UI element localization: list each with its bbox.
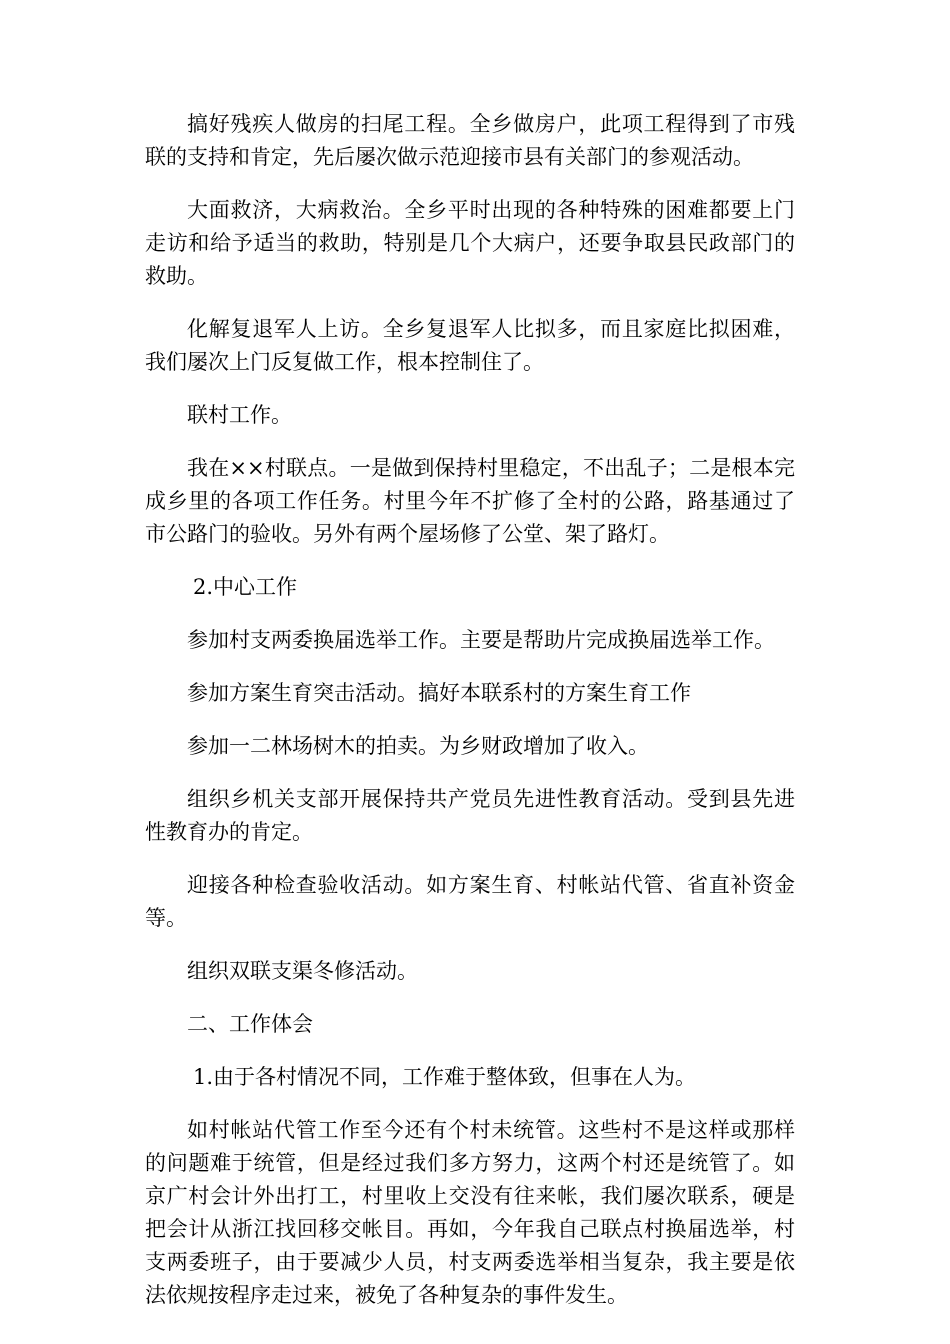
paragraph-party-education: 组织乡机关支部开展保持共产党员先进性教育活动。受到县先进性教育办的肯定。: [145, 787, 795, 844]
document-body: [145, 108, 795, 1332]
paragraph-disabled-housing: 搞好残疾人做房的扫尾工程。全乡做房户，此项工程得到了市残联的支持和肯定，先后屡次做示范迎接市县有关部门的参观活动。: [145, 112, 795, 169]
paragraph-forest-auction: 参加一二林场树木的拍卖。为乡财政增加了收入。: [187, 734, 649, 758]
paragraph-village-liaison-heading: 联村工作。: [187, 403, 292, 427]
subsection-heading-village-differences: 1.由于各村情况不同，工作难于整体致，但事在人为。: [193, 1065, 697, 1089]
section-heading-experience: 二、工作体会: [187, 1012, 313, 1036]
paragraph-election-work: 参加村支两委换届选举工作。主要是帮助片完成换届选举工作。: [187, 628, 775, 652]
paragraph-account-management: 如村帐站代管工作至今还有个村未统管。这些村不是这样或那样的问题难于统管，但是经过我们多方努力，这两个村还是统管了。如京广村会计外出打工，村里收上交没有往来帐，我们屡次联系，硬是把会计从浙江找回移交帐目。再如，今年我自己联点村换届选举，村支两委班子，由于要减少人员，村支两委选举相当复杂，我主要是依法依规按程序走过来，被免了各种复杂的事件发生。: [145, 1118, 795, 1307]
section-heading-central-work: 2.中心工作: [193, 575, 298, 599]
paragraph-relief-aid: 大面救济，大病救治。全乡平时出现的各种特殊的困难都要上门走访和给予适当的救助，特别是几个大病户，还要争取县民政部门的救助。: [145, 198, 795, 288]
paragraph-inspections: 迎接各种检查验收活动。如方案生育、村帐站代管、省直补资金等。: [145, 873, 795, 930]
paragraph-veterans-petition: 化解复退军人上访。全乡复退军人比拟多，而且家庭比拟困难，我们屡次上门反复做工作，根本控制住了。: [145, 317, 795, 374]
paragraph-canal-repair: 组织双联支渠冬修活动。: [187, 959, 418, 983]
paragraph-village-liaison: 我在××村联点。一是做到保持村里稳定，不出乱子；二是根本完成乡里的各项工作任务。村里今年不扩修了全村的公路，路基通过了市公路门的验收。另外有两个屋场修了公堂、架了路灯。: [145, 456, 795, 546]
paragraph-family-planning: 参加方案生育突击活动。搞好本联系村的方案生育工作: [187, 681, 691, 705]
